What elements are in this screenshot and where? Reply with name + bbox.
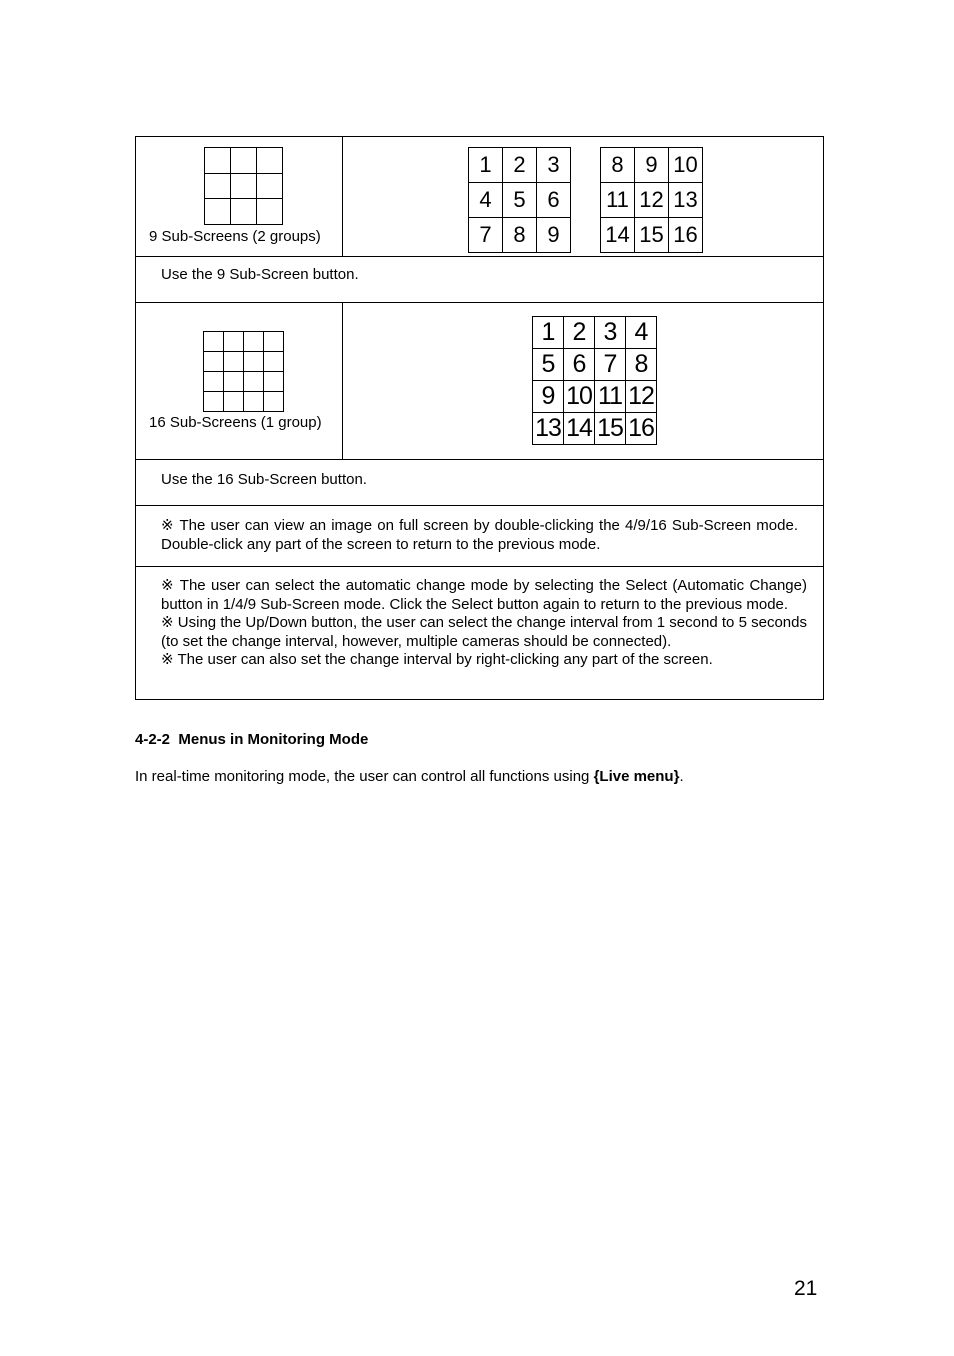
nine-split-group-1-cell: 8 bbox=[503, 218, 537, 253]
sixteen-split-cell: 16 bbox=[626, 413, 657, 445]
nine-split-group-2-cell: 16 bbox=[669, 218, 703, 253]
live-menu-label: {Live menu} bbox=[593, 768, 680, 785]
sixteen-split-cell: 7 bbox=[595, 349, 626, 381]
nine-split-group-2-row bbox=[601, 183, 703, 218]
sixteen-split-cell: 10 bbox=[564, 381, 595, 413]
nine-split-group-2-cell: 13 bbox=[669, 183, 703, 218]
sixteen-split-cell: 14 bbox=[564, 413, 595, 445]
intro-text: In real-time monitoring mode, the user can control all functions using bbox=[135, 768, 594, 785]
sixteen-split-row bbox=[533, 349, 657, 381]
fullscreen-note: ※ The user can view an image on full screen by double-clicking the 4/9/16 Sub-Screen mode. Double-click any part of the screen to return to the previous mode. bbox=[161, 517, 798, 553]
nine-split-group-1-cell: 7 bbox=[469, 218, 503, 253]
auto-change-notes bbox=[161, 577, 807, 670]
sixteen-split-cell: 6 bbox=[564, 349, 595, 381]
section-heading: 4-2-2 Menus in Monitoring Mode bbox=[135, 731, 369, 748]
sixteen-split-cell: 9 bbox=[533, 381, 564, 413]
sixteen-split-group bbox=[532, 316, 657, 445]
nine-split-group-1-cell: 9 bbox=[537, 218, 571, 253]
auto-change-note-3: ※ The user can also set the change interval by right-clicking any part of the screen. bbox=[161, 651, 713, 668]
sixteen-split-cell: 1 bbox=[533, 317, 564, 349]
nine-split-group-1-cell: 2 bbox=[503, 148, 537, 183]
sixteen-split-note: Use the 16 Sub-Screen button. bbox=[161, 471, 367, 488]
nine-split-group-1-row bbox=[469, 218, 571, 253]
sixteen-split-caption: 16 Sub-Screens (1 group) bbox=[149, 414, 322, 431]
nine-split-group-2-row bbox=[601, 148, 703, 183]
auto-change-note-2: ※ Using the Up/Down button, the user can select the change interval from 1 second to 5 seconds (to set the change interval, however, multiple cameras should be connected). bbox=[161, 614, 807, 650]
nine-split-group-2-cell: 14 bbox=[601, 218, 635, 253]
nine-split-group-2 bbox=[600, 147, 703, 253]
sixteen-split-icon bbox=[203, 331, 284, 412]
sixteen-split-cell: 3 bbox=[595, 317, 626, 349]
sixteen-split-row bbox=[533, 413, 657, 445]
sixteen-split-cell: 12 bbox=[626, 381, 657, 413]
nine-split-group-1-cell: 4 bbox=[469, 183, 503, 218]
sixteen-split-cell: 13 bbox=[533, 413, 564, 445]
auto-change-note-1: ※ The user can select the automatic change mode by selecting the Select (Automatic Change) button in 1/4/9 Sub-Screen mode. Click the Select button again to return to the previous mode. bbox=[161, 577, 807, 613]
sixteen-split-cell: 8 bbox=[626, 349, 657, 381]
nine-split-group-2-cell: 10 bbox=[669, 148, 703, 183]
nine-split-group-1-row bbox=[469, 183, 571, 218]
sixteen-split-cell: 2 bbox=[564, 317, 595, 349]
nine-split-group-1-cell: 3 bbox=[537, 148, 571, 183]
nine-split-note: Use the 9 Sub-Screen button. bbox=[161, 266, 359, 283]
nine-split-icon bbox=[204, 147, 283, 225]
sixteen-split-cell: 4 bbox=[626, 317, 657, 349]
page-number: 21 bbox=[794, 1277, 818, 1300]
nine-split-group-2-cell: 9 bbox=[635, 148, 669, 183]
nine-split-group-2-row bbox=[601, 218, 703, 253]
nine-split-group-1-cell: 5 bbox=[503, 183, 537, 218]
nine-split-group-1-cell: 1 bbox=[469, 148, 503, 183]
sixteen-split-cell: 11 bbox=[595, 381, 626, 413]
nine-split-group-1-row bbox=[469, 148, 571, 183]
nine-split-group-2-cell: 11 bbox=[601, 183, 635, 218]
sixteen-split-cell: 15 bbox=[595, 413, 626, 445]
sixteen-split-row bbox=[533, 381, 657, 413]
nine-split-group-2-cell: 8 bbox=[601, 148, 635, 183]
section-intro bbox=[135, 768, 684, 786]
nine-split-group-2-cell: 12 bbox=[635, 183, 669, 218]
nine-split-group-2-cell: 15 bbox=[635, 218, 669, 253]
sixteen-split-row bbox=[533, 317, 657, 349]
sixteen-split-cell: 5 bbox=[533, 349, 564, 381]
nine-split-group-1-cell: 6 bbox=[537, 183, 571, 218]
nine-split-group-1 bbox=[468, 147, 571, 253]
nine-split-caption: 9 Sub-Screens (2 groups) bbox=[149, 228, 321, 245]
intro-end: . bbox=[679, 768, 684, 785]
